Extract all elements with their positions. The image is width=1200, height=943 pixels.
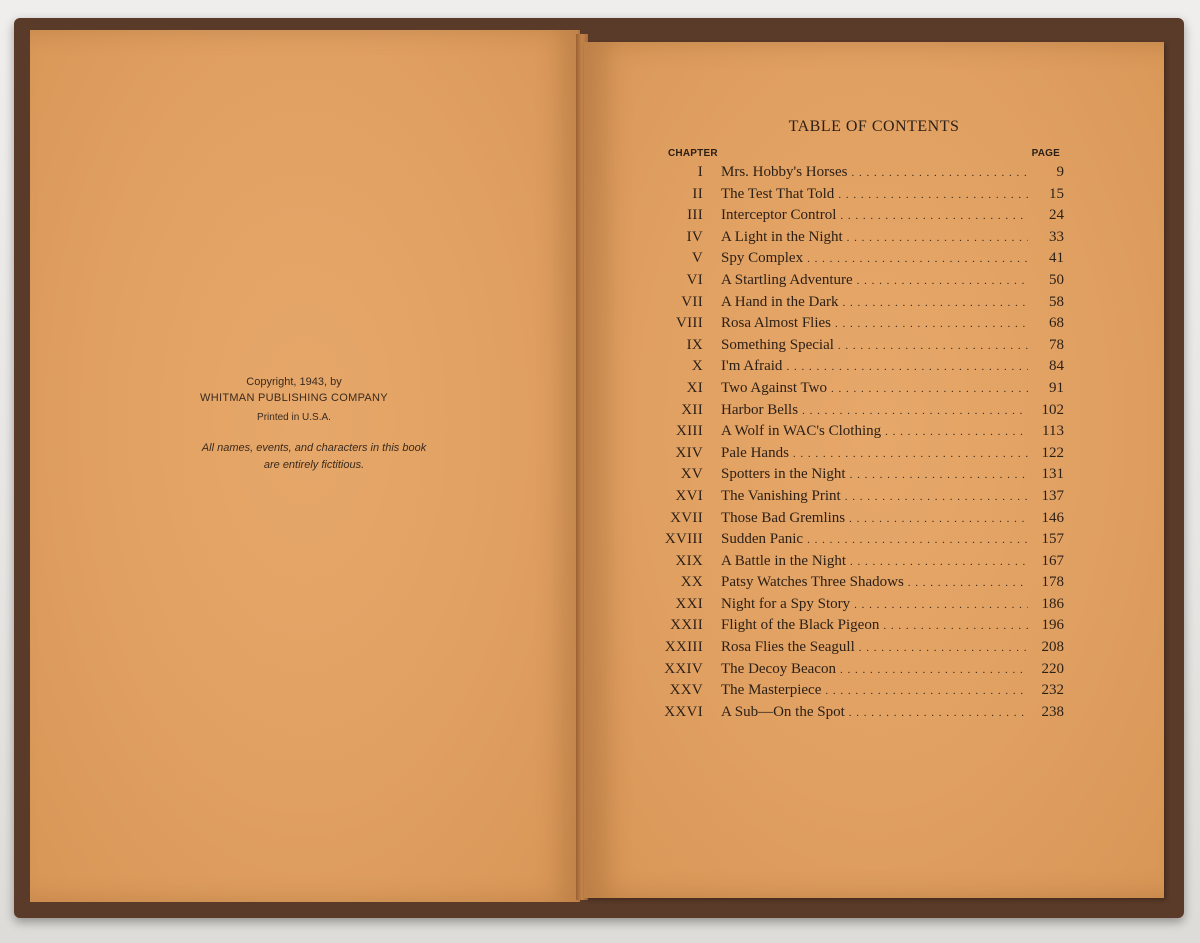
toc-entry	[584, 315, 1164, 337]
toc-entry	[584, 272, 1164, 294]
chapter-number: XVII	[670, 509, 703, 526]
chapter-title: Interceptor Control	[721, 207, 837, 224]
chapter-page-number: 178	[1041, 574, 1064, 591]
dot-leader	[838, 340, 1028, 352]
contents-title: TABLE OF CONTENTS	[788, 118, 960, 135]
chapter-number: XXIV	[664, 660, 703, 677]
chapter-number: III	[687, 207, 703, 224]
dot-leader	[807, 253, 1028, 265]
toc-entry	[584, 574, 1164, 596]
chapter-page-number: 208	[1041, 639, 1064, 656]
chapter-number: VI	[686, 271, 703, 288]
chapter-title: A Battle in the Night	[721, 552, 846, 569]
chapter-title: Pale Hands	[721, 444, 789, 461]
chapter-page-number: 68	[1049, 315, 1064, 332]
disclaimer-line-2: are entirely fictitious.	[263, 459, 365, 471]
chapter-page-number: 113	[1042, 423, 1064, 440]
chapter-page-number: 15	[1049, 185, 1064, 202]
chapter-page-number: 33	[1049, 228, 1064, 245]
toc-entry	[584, 704, 1164, 726]
chapter-title: A Light in the Night	[721, 228, 843, 245]
chapter-title: The Test That Told	[721, 185, 835, 202]
chapter-title: Sudden Panic	[721, 531, 804, 548]
chapter-title: Spotters in the Night	[721, 466, 846, 483]
toc-entry	[584, 337, 1164, 359]
toc-entry	[584, 164, 1164, 186]
dot-leader	[831, 383, 1028, 395]
chapter-number: XXI	[675, 595, 703, 612]
dot-leader	[807, 534, 1028, 546]
toc-entry	[584, 617, 1164, 639]
disclaimer-line-1: All names, events, and characters in this book	[201, 442, 427, 454]
toc-entry	[584, 445, 1164, 467]
chapter-number: XV	[680, 466, 703, 483]
chapter-page-number: 186	[1041, 595, 1064, 612]
dot-leader	[835, 318, 1028, 330]
toc-entry	[584, 186, 1164, 208]
dot-leader	[786, 361, 1028, 373]
chapter-title: The Decoy Beacon	[721, 660, 836, 677]
chapter-title: A Startling Adventure	[721, 271, 853, 288]
dot-leader	[850, 469, 1028, 481]
toc-entry	[584, 250, 1164, 272]
dot-leader	[851, 167, 1028, 179]
toc-entry	[584, 402, 1164, 424]
chapter-number: II	[692, 185, 703, 202]
toc-entry	[584, 682, 1164, 704]
chapter-number: XVIII	[664, 531, 703, 548]
toc-entry	[584, 294, 1164, 316]
chapter-title: A Hand in the Dark	[721, 293, 839, 310]
dot-leader	[883, 620, 1028, 632]
chapter-title: The Masterpiece	[721, 682, 822, 699]
chapter-number: XIII	[675, 423, 703, 440]
chapter-title: Harbor Bells	[721, 401, 799, 418]
toc-entry	[584, 531, 1164, 553]
toc-entry	[584, 596, 1164, 618]
chapter-title: Those Bad Gremlins	[721, 509, 846, 526]
dot-leader	[850, 556, 1028, 568]
dot-leader	[857, 275, 1028, 287]
contents-list	[584, 164, 1164, 725]
chapter-page-number: 238	[1041, 703, 1064, 720]
chapter-number: XXII	[670, 617, 703, 634]
copyright-page	[30, 30, 580, 902]
chapter-page-number: 157	[1041, 531, 1064, 548]
toc-entry	[584, 553, 1164, 575]
printed-in: Printed in U.S.A.	[257, 412, 331, 423]
chapter-page-number: 78	[1049, 336, 1064, 353]
chapter-number: XX	[680, 574, 703, 591]
dot-leader	[849, 513, 1028, 525]
chapter-page-number: 122	[1041, 444, 1064, 461]
chapter-page-number: 167	[1041, 552, 1064, 569]
toc-entry	[584, 510, 1164, 532]
chapter-page-number: 9	[1056, 164, 1064, 180]
chapter-number: V	[691, 250, 703, 267]
chapter-page-number: 196	[1041, 617, 1064, 634]
chapter-page-number: 41	[1049, 250, 1064, 267]
toc-entry	[584, 358, 1164, 380]
chapter-number: XXVI	[664, 703, 703, 720]
dot-leader	[840, 664, 1028, 676]
chapter-title: Something Special	[721, 336, 834, 353]
chapter-title: A Wolf in WAC's Clothing	[721, 423, 882, 440]
copyright-line: Copyright, 1943, by	[246, 376, 342, 388]
chapter-number: X	[691, 358, 703, 375]
chapter-column-header: CHAPTER	[668, 148, 718, 159]
chapter-number: I	[697, 164, 703, 180]
dot-leader	[854, 599, 1028, 611]
dot-leader	[908, 577, 1028, 589]
chapter-number: XI	[686, 379, 703, 396]
chapter-page-number: 232	[1041, 682, 1064, 699]
chapter-page-number: 84	[1049, 358, 1064, 375]
dot-leader	[885, 426, 1028, 438]
contents-page	[584, 42, 1164, 898]
chapter-page-number: 24	[1049, 207, 1064, 224]
chapter-page-number: 131	[1041, 466, 1064, 483]
chapter-number: XXIII	[664, 639, 703, 656]
page-column-header: PAGE	[1031, 148, 1060, 159]
chapter-page-number: 58	[1049, 293, 1064, 310]
dot-leader	[840, 210, 1028, 222]
chapter-title: Night for a Spy Story	[721, 595, 851, 612]
chapter-number: IV	[686, 228, 703, 245]
toc-entry	[584, 639, 1164, 661]
dot-leader	[849, 707, 1028, 719]
toc-entry	[584, 661, 1164, 683]
toc-entry	[584, 423, 1164, 445]
dot-leader	[842, 297, 1028, 309]
chapter-number: XIX	[675, 552, 703, 569]
chapter-title: Rosa Almost Flies	[721, 315, 832, 332]
chapter-page-number: 102	[1041, 401, 1064, 418]
chapter-title: Rosa Flies the Seagull	[721, 639, 855, 656]
dot-leader	[845, 491, 1028, 503]
toc-entry	[584, 229, 1164, 251]
chapter-page-number: 146	[1041, 509, 1064, 526]
chapter-number: XXV	[669, 682, 703, 699]
chapter-title: Patsy Watches Three Shadows	[721, 574, 904, 591]
chapter-page-number: 137	[1041, 487, 1064, 504]
dot-leader	[859, 642, 1028, 654]
dot-leader	[802, 405, 1028, 417]
chapter-title: The Vanishing Print	[721, 487, 841, 504]
dot-leader	[838, 189, 1028, 201]
chapter-number: XVI	[675, 487, 703, 504]
chapter-title: Two Against Two	[721, 379, 827, 396]
publisher-name: WHITMAN PUBLISHING COMPANY	[200, 392, 388, 404]
chapter-title: I'm Afraid	[721, 358, 783, 375]
chapter-number: XIV	[675, 444, 703, 461]
toc-entry	[584, 466, 1164, 488]
chapter-number: VII	[681, 293, 703, 310]
chapter-page-number: 220	[1041, 660, 1064, 677]
chapter-title: A Sub—On the Spot	[721, 703, 845, 720]
chapter-title: Spy Complex	[721, 250, 804, 267]
toc-entry	[584, 488, 1164, 510]
toc-entry	[584, 207, 1164, 229]
chapter-page-number: 91	[1049, 379, 1064, 396]
chapter-page-number: 50	[1049, 271, 1064, 288]
dot-leader	[825, 685, 1028, 697]
chapter-number: IX	[686, 336, 703, 353]
dot-leader	[793, 448, 1028, 460]
chapter-title: Mrs. Hobby's Horses	[721, 164, 848, 180]
chapter-title: Flight of the Black Pigeon	[721, 617, 880, 634]
chapter-number: VIII	[675, 315, 703, 332]
dot-leader	[847, 232, 1028, 244]
chapter-number: XII	[681, 401, 703, 418]
toc-entry	[584, 380, 1164, 402]
